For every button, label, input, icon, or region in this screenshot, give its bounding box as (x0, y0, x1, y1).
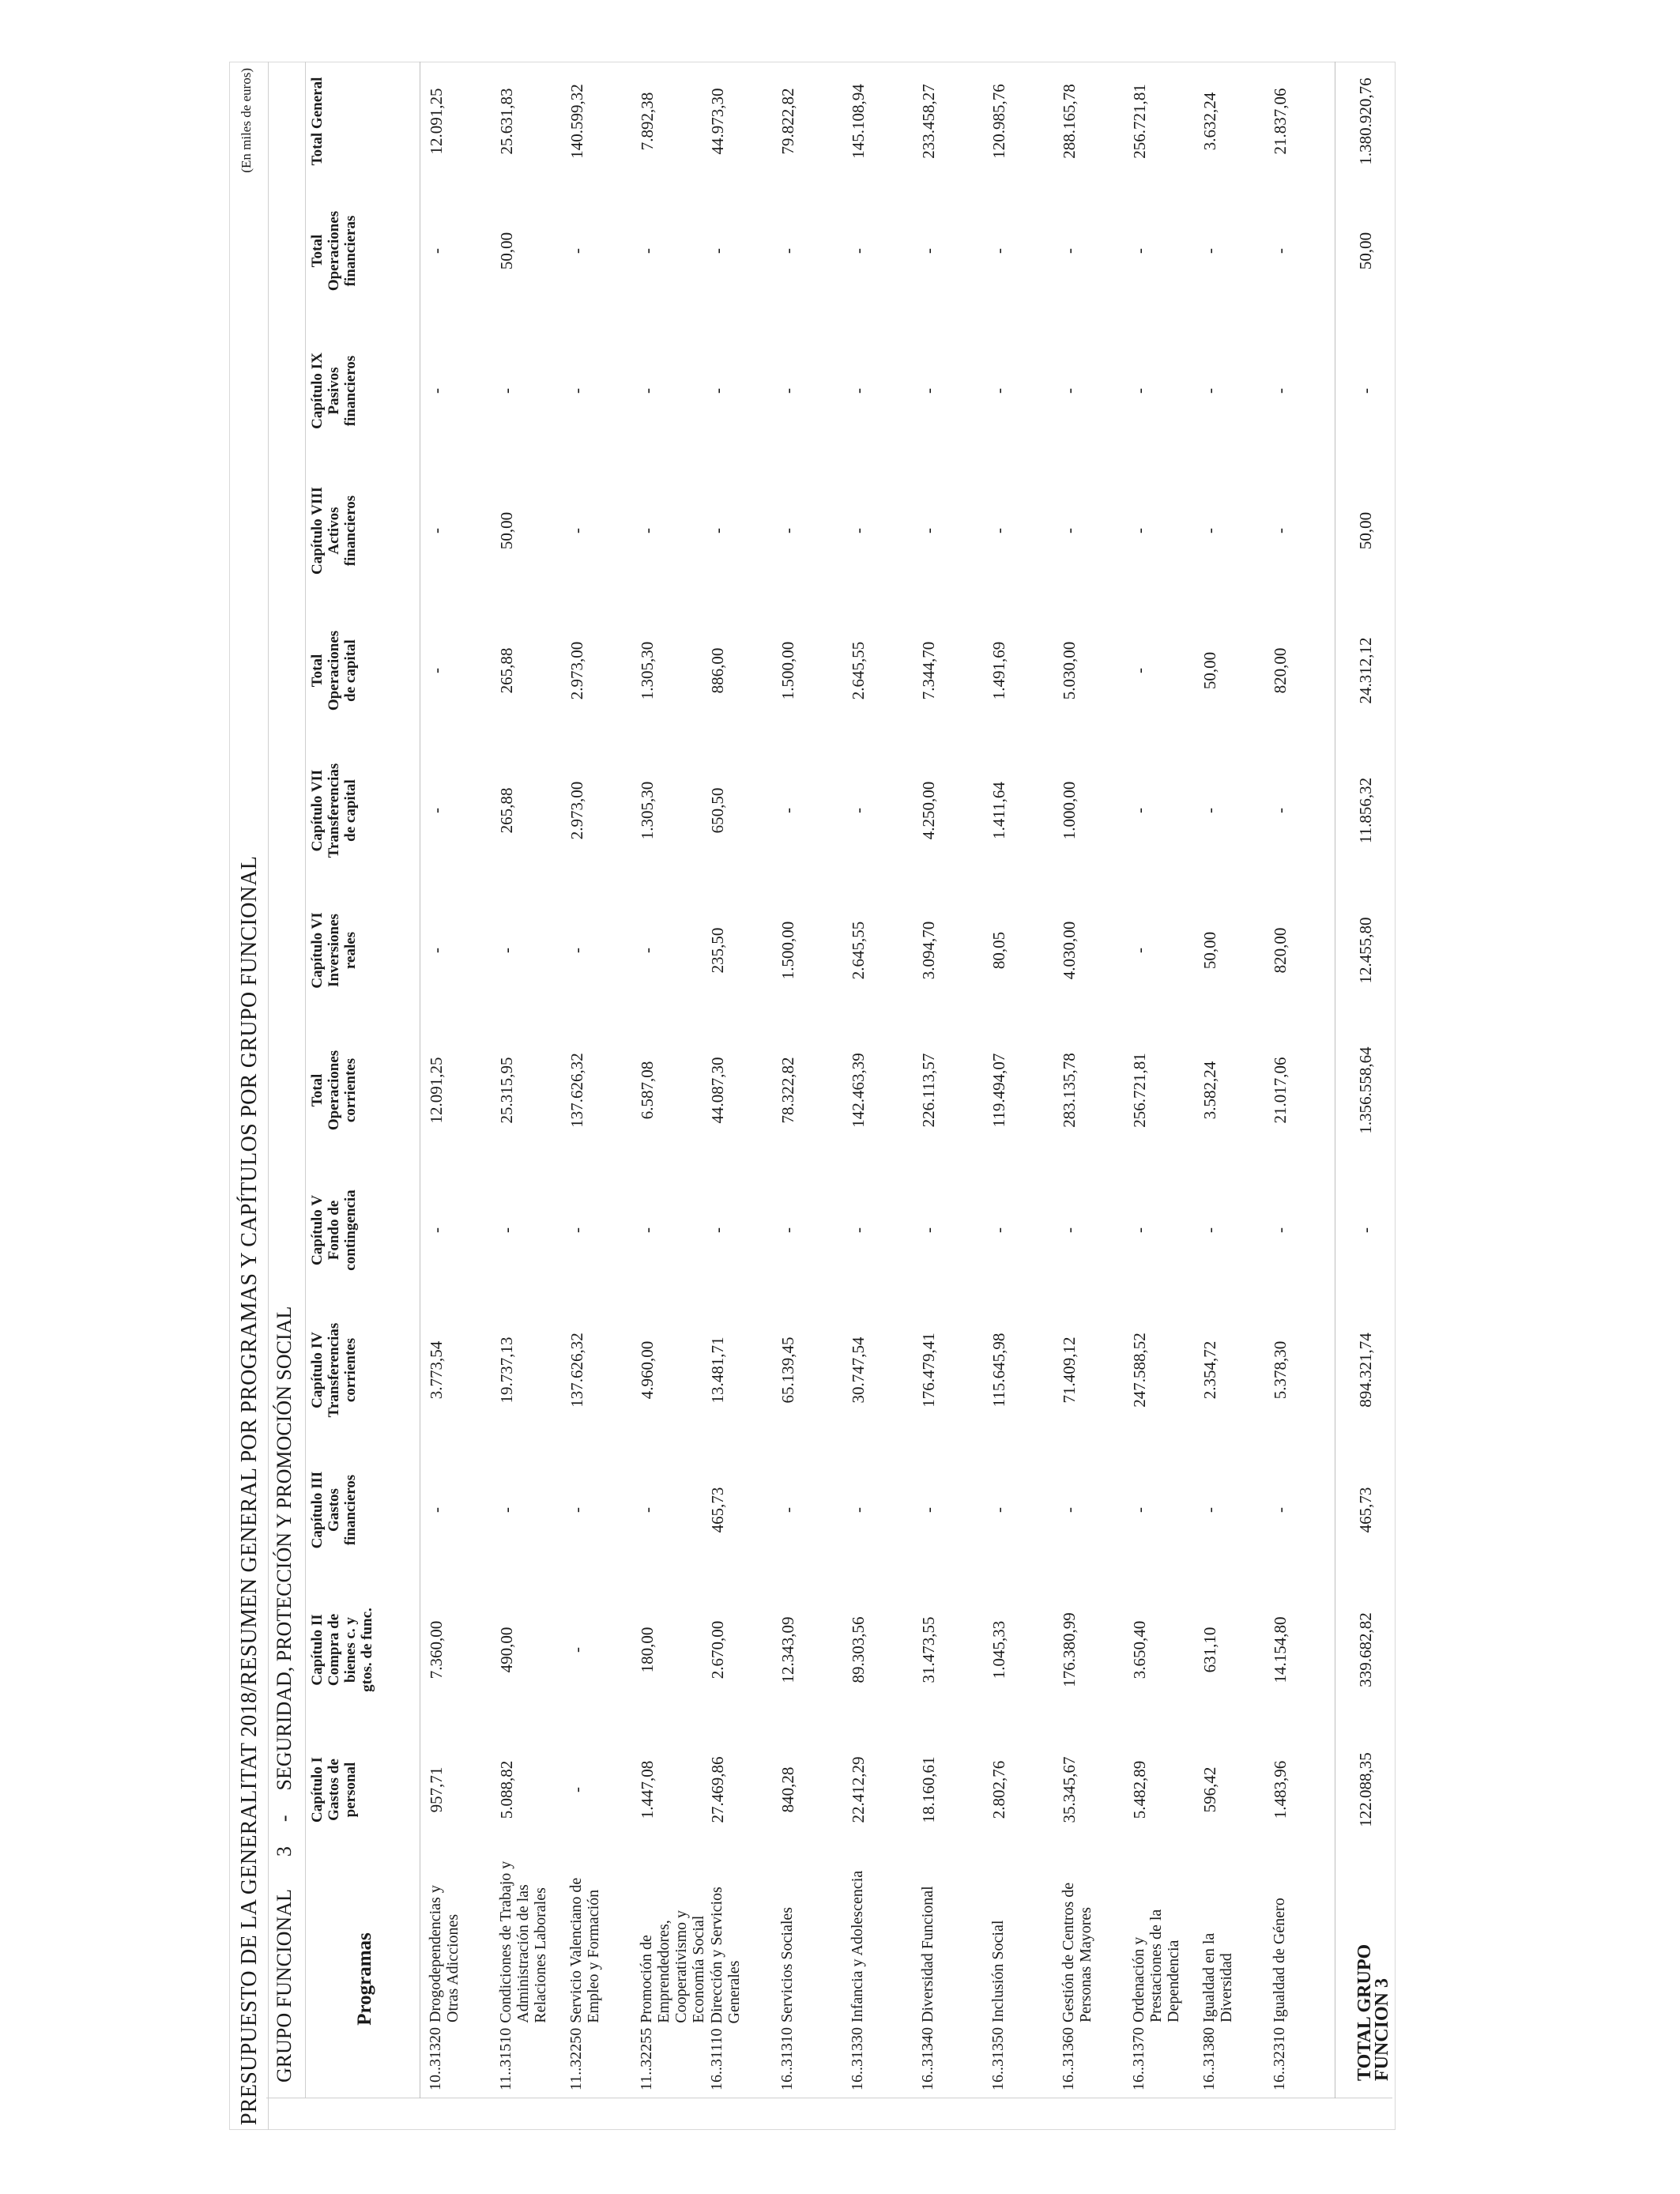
table-cell: 12.091,25 (427, 1057, 446, 1124)
program-name: Servicios Sociales (778, 1906, 796, 2022)
table-cell: 3.582,24 (1200, 1061, 1219, 1120)
program-cell (1194, 1860, 1264, 2098)
table-cell: 3.773,54 (427, 1340, 446, 1400)
table-cell: - (919, 528, 938, 533)
total-cell: 339.682,82 (1335, 1580, 1411, 1720)
table-cell: 886,00 (708, 647, 727, 694)
table-cell: 78.322,82 (778, 1057, 797, 1124)
table-cell: 65.139,45 (778, 1336, 797, 1404)
total-cell: 1.356.558,64 (1335, 1020, 1411, 1160)
table-cell: - (497, 948, 516, 953)
program-cell (420, 1860, 491, 2098)
table-cell: 820,00 (1271, 647, 1290, 694)
table-cell: 14.154,80 (1271, 1616, 1290, 1683)
table-cell: 288.165,78 (1060, 84, 1079, 159)
table-cell: 7.360,00 (427, 1620, 446, 1679)
table-cell: - (1200, 1507, 1219, 1513)
budget-table (306, 62, 1411, 2098)
table-cell: 1.500,00 (778, 641, 797, 700)
table-cell: 176.380,99 (1060, 1612, 1079, 1687)
program-cell (913, 1860, 983, 2098)
program-name: Igualdad en la Diversidad (1200, 1932, 1235, 2022)
table-cell: - (989, 528, 1008, 533)
table-cell: 490,00 (497, 1627, 516, 1673)
table-cell: - (919, 248, 938, 254)
table-cell: 1.000,00 (1060, 781, 1079, 840)
table-cell: 247.588,52 (1130, 1333, 1149, 1408)
program-code: 10..31320 (427, 2027, 444, 2090)
column-header-capitulo-6: Capítulo VI Inversiones reales (306, 880, 420, 1020)
table-cell: 1.305,30 (638, 641, 657, 700)
program-cell (561, 1860, 631, 2098)
table-cell: 1.045,33 (989, 1620, 1008, 1679)
column-header-total-general: Total General (306, 62, 420, 181)
table-cell: 1.305,30 (638, 781, 657, 840)
table-cell: 2.670,00 (708, 1620, 727, 1679)
table-cell: 1.483,96 (1271, 1760, 1290, 1819)
table-cell: - (567, 948, 586, 953)
table-cell: 3.650,40 (1130, 1620, 1149, 1679)
table-cell: 3.632,24 (1200, 92, 1219, 151)
table-cell: - (849, 1227, 868, 1233)
table-cell: - (427, 528, 446, 533)
units-note: (En miles de euros) (239, 68, 254, 173)
total-cell: 1.380.920,76 (1335, 62, 1411, 181)
table-cell: - (1130, 528, 1149, 533)
group-number: 3 (273, 1846, 296, 1857)
table-cell: - (708, 1227, 727, 1233)
table-cell: - (919, 1227, 938, 1233)
table-cell: 4.250,00 (919, 781, 938, 840)
table-cell: - (778, 528, 797, 533)
table-cell: 2.645,55 (849, 921, 868, 980)
table-cell: - (427, 668, 446, 673)
table-cell: 137.626,32 (567, 1333, 586, 1408)
column-header-capitulo-3: Capítulo III Gastos financieros (306, 1440, 420, 1580)
table-cell: - (567, 248, 586, 254)
column-header-capitulo-9: Capítulo IX Pasivos financieros (306, 321, 420, 461)
program-name: Ordenación y Prestaciones de la Dependencia (1130, 1909, 1182, 2022)
column-header-total-financieras: Total Operaciones financieras (306, 181, 420, 321)
table-cell: - (1130, 388, 1149, 394)
document-title: PRESUPUESTO DE LA GENERALITAT 2018/RESUMEN GENERAL POR PROGRAMAS Y CAPÍTULOS POR GRUPO FUNCIONAL (237, 855, 262, 2125)
table-cell: - (1130, 1227, 1149, 1233)
table-cell: - (1200, 808, 1219, 813)
table-cell: 283.135,78 (1060, 1053, 1079, 1128)
program-name: Infancia y Adolescencia (849, 1870, 866, 2022)
table-cell: 25.315,95 (497, 1057, 516, 1124)
total-label: TOTAL GRUPO FUNCION 3 (1335, 1860, 1411, 2098)
table-cell: 44.973,30 (708, 88, 727, 155)
table-cell: - (567, 1507, 586, 1513)
program-code: 16..31310 (778, 2027, 796, 2090)
table-cell: - (1200, 1227, 1219, 1233)
program-cell (842, 1860, 913, 2098)
table-cell: - (638, 1507, 657, 1513)
program-cell (772, 1860, 842, 2098)
table-cell: - (1200, 248, 1219, 254)
column-header-programas: Programas (306, 1860, 420, 2098)
column-header-capitulo-4: Capítulo IV Transferencias corrientes (306, 1300, 420, 1440)
table-cell: 21.017,06 (1271, 1057, 1290, 1124)
table-cell: - (427, 948, 446, 953)
table-cell: 265,88 (497, 647, 516, 694)
table-cell: - (1271, 808, 1290, 813)
table-cell: - (1130, 1507, 1149, 1513)
table-cell: - (708, 388, 727, 394)
table-cell: 140.599,32 (567, 84, 586, 159)
table-cell: 2.645,55 (849, 641, 868, 700)
table-cell: - (989, 388, 1008, 394)
table-cell: 1.491,69 (989, 641, 1008, 700)
total-cell: 24.312,12 (1335, 601, 1411, 741)
table-cell: - (1271, 1227, 1290, 1233)
total-cell: - (1335, 321, 1411, 461)
program-name: Gestión de Centros de Personas Mayores (1060, 1882, 1094, 2022)
table-cell: - (778, 248, 797, 254)
table-cell: 2.973,00 (567, 641, 586, 700)
program-code: 11..32255 (638, 2027, 655, 2090)
column-header-capitulo-2: Capítulo II Compra de bienes c. y gtos. de func. (306, 1580, 420, 1720)
table-cell: 596,42 (1200, 1766, 1219, 1813)
table-cell: 3.094,70 (919, 921, 938, 980)
program-name: Drogodependencias y Otras Adicciones (427, 1885, 461, 2022)
program-cell (1124, 1860, 1194, 2098)
column-header-capitulo-1: Capítulo I Gastos de personal (306, 1720, 420, 1860)
table-cell: - (1200, 388, 1219, 394)
table-cell: 79.822,82 (778, 88, 797, 155)
table-cell: 25.631,83 (497, 88, 516, 155)
table-cell: 50,00 (497, 511, 516, 550)
table-cell: - (567, 1227, 586, 1233)
table-cell: - (849, 1507, 868, 1513)
table-cell: - (778, 1507, 797, 1513)
program-code: 16..31110 (708, 2028, 725, 2090)
column-header-capitulo-7: Capítulo VII Transferencias de capital (306, 741, 420, 880)
table-cell: - (778, 1227, 797, 1233)
table-cell: - (638, 528, 657, 533)
table-cell: 7.892,38 (638, 92, 657, 151)
table-cell: - (427, 248, 446, 254)
table-cell: 820,00 (1271, 927, 1290, 974)
table-cell: 840,28 (778, 1766, 797, 1813)
program-code: 16..31370 (1130, 2027, 1147, 2090)
table-cell: - (638, 1227, 657, 1233)
table-cell: 50,00 (1200, 931, 1219, 970)
table-cell: - (1060, 248, 1079, 254)
table-cell: 120.985,76 (989, 84, 1008, 159)
table-cell: 19.737,13 (497, 1336, 516, 1404)
program-name: Dirección y Servicios Generales (708, 1887, 743, 2024)
table-cell: - (1271, 1507, 1290, 1513)
table-cell: - (497, 1227, 516, 1233)
table-cell: - (1271, 528, 1290, 533)
rotated-page (229, 62, 1396, 2130)
table-cell: 50,00 (1200, 651, 1219, 690)
table-cell: - (427, 808, 446, 813)
table-cell: 256.721,81 (1130, 1053, 1149, 1128)
program-code: 16..31350 (989, 2027, 1007, 2090)
program-cell (702, 1860, 772, 2098)
table-cell: 1.411,64 (989, 782, 1008, 839)
total-cell: 465,73 (1335, 1440, 1411, 1580)
table-cell: 2.354,72 (1200, 1340, 1219, 1400)
program-name: Servicio Valenciano de Empleo y Formación (567, 1877, 602, 2023)
table-cell: 145.108,94 (849, 84, 868, 159)
table-cell: - (778, 388, 797, 394)
program-cell (1053, 1860, 1124, 2098)
table-cell: - (1060, 388, 1079, 394)
table-cell: 265,88 (497, 787, 516, 834)
table-cell: 631,10 (1200, 1627, 1219, 1673)
group-label: GRUPO FUNCIONAL (273, 1889, 296, 2083)
table-cell: 180,00 (638, 1627, 657, 1673)
total-cell: 11.856,32 (1335, 741, 1411, 880)
table-cell: - (638, 248, 657, 254)
table-cell: - (849, 528, 868, 533)
table-cell: 235,50 (708, 927, 727, 974)
program-cell (1264, 1860, 1335, 2098)
table-cell: 5.088,82 (497, 1760, 516, 1819)
table-cell: 12.091,25 (427, 88, 446, 155)
table-cell: - (1271, 388, 1290, 394)
table-cell: 7.344,70 (919, 641, 938, 700)
program-code: 11..31510 (497, 2027, 514, 2090)
table-cell: - (849, 248, 868, 254)
table-cell: 142.463,39 (849, 1053, 868, 1128)
table-cell: 5.030,00 (1060, 641, 1079, 700)
program-code: 16..32310 (1271, 2027, 1288, 2090)
table-cell: - (1130, 808, 1149, 813)
table-cell: - (1060, 1227, 1079, 1233)
group-separator: - (273, 1815, 296, 1823)
program-name: Igualdad de Género (1271, 1898, 1288, 2022)
table-cell: - (989, 248, 1008, 254)
program-cell (631, 1860, 707, 2098)
table-cell: 44.087,30 (708, 1057, 727, 1124)
table-cell: 4.960,00 (638, 1340, 657, 1400)
table-cell: 31.473,55 (919, 1616, 938, 1683)
table-cell: 1.447,08 (638, 1760, 657, 1819)
table-cell: 5.378,30 (1271, 1340, 1290, 1400)
table-cell: 18.160,61 (919, 1756, 938, 1823)
table-cell: 35.345,67 (1060, 1756, 1079, 1823)
table-cell: 50,00 (497, 232, 516, 270)
program-code: 16..31340 (919, 2027, 936, 2090)
table-cell: 233.458,27 (919, 84, 938, 159)
table-cell: - (778, 808, 797, 813)
group-name: SEGURIDAD, PROTECCIÓN Y PROMOCIÓN SOCIAL (273, 1306, 296, 1791)
table-cell: 22.412,29 (849, 1756, 868, 1823)
table-cell: 2.802,76 (989, 1760, 1008, 1819)
total-cell: 50,00 (1335, 181, 1411, 321)
table-cell: - (497, 388, 516, 394)
table-cell: - (567, 1787, 586, 1793)
table-cell: - (567, 1647, 586, 1653)
table-cell: - (1060, 1507, 1079, 1513)
table-cell: 176.479,41 (919, 1333, 938, 1408)
table-cell: - (638, 388, 657, 394)
total-cell: 894.321,74 (1335, 1300, 1411, 1440)
table-cell: 2.973,00 (567, 781, 586, 840)
total-cell: - (1335, 1160, 1411, 1300)
program-code: 16..31360 (1060, 2027, 1077, 2090)
table-cell: 1.500,00 (778, 921, 797, 980)
program-code: 16..31330 (849, 2027, 866, 2090)
table-cell: 6.587,08 (638, 1061, 657, 1120)
table-cell: 12.343,09 (778, 1616, 797, 1683)
table-cell: 80,05 (989, 931, 1008, 970)
table-cell: 650,50 (708, 787, 727, 834)
program-name: Inclusión Social (989, 1920, 1007, 2022)
column-header-capitulo-5: Capítulo V Fondo de contingencia (306, 1160, 420, 1300)
table-cell: 226.113,57 (919, 1053, 938, 1128)
table-cell: - (849, 808, 868, 813)
table-cell: - (1130, 948, 1149, 953)
table-cell: 21.837,06 (1271, 88, 1290, 155)
table-cell: - (638, 948, 657, 953)
table-cell: - (919, 1507, 938, 1513)
table-cell: - (567, 388, 586, 394)
program-cell (491, 1860, 561, 2098)
total-cell: 50,00 (1335, 461, 1411, 601)
program-name: Diversidad Funcional (919, 1886, 936, 2022)
table-cell: 4.030,00 (1060, 921, 1079, 980)
table-cell: 137.626,32 (567, 1053, 586, 1128)
table-cell: - (849, 388, 868, 394)
table-cell: 957,71 (427, 1766, 446, 1813)
table-cell: - (427, 1227, 446, 1233)
table-cell: - (1271, 248, 1290, 254)
table-cell: 89.303,56 (849, 1616, 868, 1683)
table-cell: 256.721,81 (1130, 84, 1149, 159)
table-cell: - (427, 1507, 446, 1513)
program-name: Condiciones de Trabajo y Administración de las Relaciones Laborales (497, 1860, 549, 2023)
table-cell: 13.481,71 (708, 1336, 727, 1404)
total-cell: 12.455,80 (1335, 880, 1411, 1020)
program-code: 11..32250 (567, 2027, 585, 2090)
divider (268, 62, 269, 2130)
table-cell: 115.645,98 (989, 1333, 1008, 1408)
program-cell (983, 1860, 1053, 2098)
table-cell: - (919, 388, 938, 394)
table-cell: 71.409,12 (1060, 1336, 1079, 1404)
table-cell: - (567, 528, 586, 533)
table-cell: 119.494,07 (989, 1053, 1008, 1128)
table-cell: - (1130, 668, 1149, 673)
table-cell: - (708, 528, 727, 533)
program-code: 16..31380 (1200, 2027, 1218, 2090)
table-cell: - (989, 1507, 1008, 1513)
table-cell: - (708, 248, 727, 254)
program-name: Promoción de Emprendedores, Cooperativismo y Economía Social (638, 1909, 707, 2023)
table-cell: - (1200, 528, 1219, 533)
table-cell: - (497, 1507, 516, 1513)
table-cell: 5.482,89 (1130, 1760, 1149, 1819)
table-cell: - (989, 1227, 1008, 1233)
column-header-total-corrientes: Total Operaciones corrientes (306, 1020, 420, 1160)
table-cell: - (427, 388, 446, 394)
table-cell: 27.469,86 (708, 1756, 727, 1823)
table-cell: - (1130, 248, 1149, 254)
table-cell: 465,73 (708, 1487, 727, 1533)
total-cell: 122.088,35 (1335, 1720, 1411, 1860)
column-header-capitulo-8: Capítulo VIII Activos financieros (306, 461, 420, 601)
column-header-total-capital: Total Operaciones de capital (306, 601, 420, 741)
group-heading (273, 1306, 296, 2083)
table-cell: 30.747,54 (849, 1336, 868, 1404)
table-cell: - (1060, 528, 1079, 533)
